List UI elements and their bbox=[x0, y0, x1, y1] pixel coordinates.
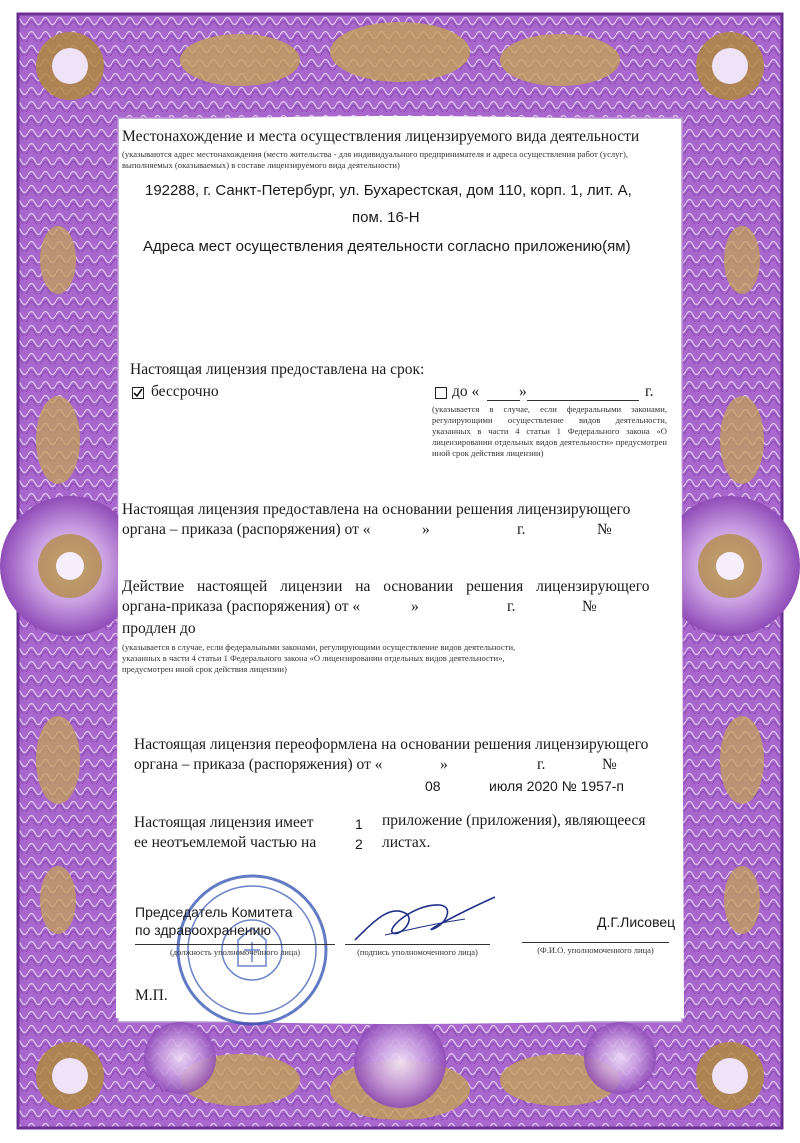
reissued-date-number: июля 2020 № 1957-п bbox=[489, 778, 624, 794]
signatory-name: Д.Г.Лисовец bbox=[597, 914, 676, 930]
name-underline bbox=[522, 942, 669, 943]
stamp-place-label: М.П. bbox=[135, 987, 168, 1004]
attachments-line-1: Настоящая лицензия имеет bbox=[134, 814, 314, 831]
until-day-line bbox=[487, 400, 520, 401]
reissued-day: 08 bbox=[425, 778, 441, 794]
checkmark-icon bbox=[133, 388, 143, 398]
until-label: до « bbox=[452, 383, 480, 400]
name-caption: (Ф.И.О. уполномоченного лица) bbox=[537, 945, 654, 955]
until-month-line bbox=[527, 400, 639, 401]
granted-line-1: Настоящая лицензия предоставлена на основании решения лицензирующего bbox=[122, 501, 631, 518]
until-hint: (указывается в случае, если федеральными законами, регулирующими осуществление видов деятельности, указанных в части 4 статьи 1 Федерального закона «О лицензировании отдельных видов деятельности» предусмотрен иной срок действия лицензии) bbox=[432, 404, 667, 458]
signature-underline bbox=[345, 944, 490, 945]
extended-hint: (указывается в случае, если федеральными законами, регулирующими осуществление видов деятельности, указанных в части 4 статьи 1 Федерального закона «О лицензировании отдельных видов деятельности», предусмотрен иной срок действия лицензии) bbox=[122, 642, 516, 674]
until-checkbox bbox=[435, 387, 447, 399]
attachments-count: 1 bbox=[355, 816, 363, 832]
reissued-close-quote: » bbox=[440, 756, 448, 773]
unlimited-label: бессрочно bbox=[151, 383, 219, 400]
address-line-2: пом. 16-Н bbox=[352, 209, 420, 226]
attachments-line-2-end: листах. bbox=[382, 834, 431, 851]
until-close-quote: » bbox=[519, 383, 527, 400]
attachments-line-1-end: приложение (приложения), являющееся bbox=[382, 812, 646, 829]
address-line-1: 192288, г. Санкт-Петербург, ул. Бухарестская, дом 110, корп. 1, лит. А, bbox=[145, 182, 632, 199]
signature-caption: (подпись уполномоченного лица) bbox=[357, 947, 478, 957]
granted-close-quote: » bbox=[422, 521, 430, 538]
unlimited-checkbox bbox=[132, 387, 144, 399]
location-heading: Местонахождение и места осуществления лицензируемого вида деятельности bbox=[122, 128, 640, 145]
appendix-note: Адреса мест осуществления деятельности согласно приложению(ям) bbox=[143, 238, 631, 255]
extended-close-quote: » bbox=[411, 598, 419, 615]
extended-number-sign: № bbox=[582, 598, 597, 615]
granted-line-2: органа – приказа (распоряжения) от « bbox=[122, 521, 371, 538]
extended-year-suffix: г. bbox=[507, 598, 516, 615]
position-underline bbox=[135, 944, 335, 945]
reissued-year-suffix: г. bbox=[537, 756, 546, 773]
signatory-position-line-2: по здравоохранению bbox=[135, 922, 271, 938]
term-heading: Настоящая лицензия предоставлена на срок: bbox=[130, 361, 425, 378]
granted-number-sign: № bbox=[597, 521, 612, 538]
extended-line-2: органа-приказа (распоряжения) от « bbox=[122, 598, 361, 615]
attachments-line-2: ее неотъемлемой частью на bbox=[134, 834, 317, 851]
extended-line-3: продлен до bbox=[122, 620, 196, 637]
reissued-line-1: Настоящая лицензия переоформлена на основании решения лицензирующего bbox=[134, 736, 649, 753]
granted-year-suffix: г. bbox=[517, 521, 526, 538]
signatory-position-line-1: Председатель Комитета bbox=[135, 904, 293, 920]
attachments-sheets: 2 bbox=[355, 836, 363, 852]
location-hint: (указываются адрес местонахождения (место жительства - для индивидуального предпринимателя и адреса осуществления работ (услуг), выполняемых (оказываемых) в составе лицензируемого вида деятельности) bbox=[122, 149, 629, 170]
position-caption: (должность уполномоченного лица) bbox=[169, 947, 301, 957]
reissued-number-sign: № bbox=[602, 756, 617, 773]
reissued-line-2: органа – приказа (распоряжения) от « bbox=[134, 756, 383, 773]
until-year-suffix: г. bbox=[645, 383, 654, 400]
extended-line-1: Действие настоящей лицензии на основании решения лицензирующего bbox=[122, 578, 650, 595]
